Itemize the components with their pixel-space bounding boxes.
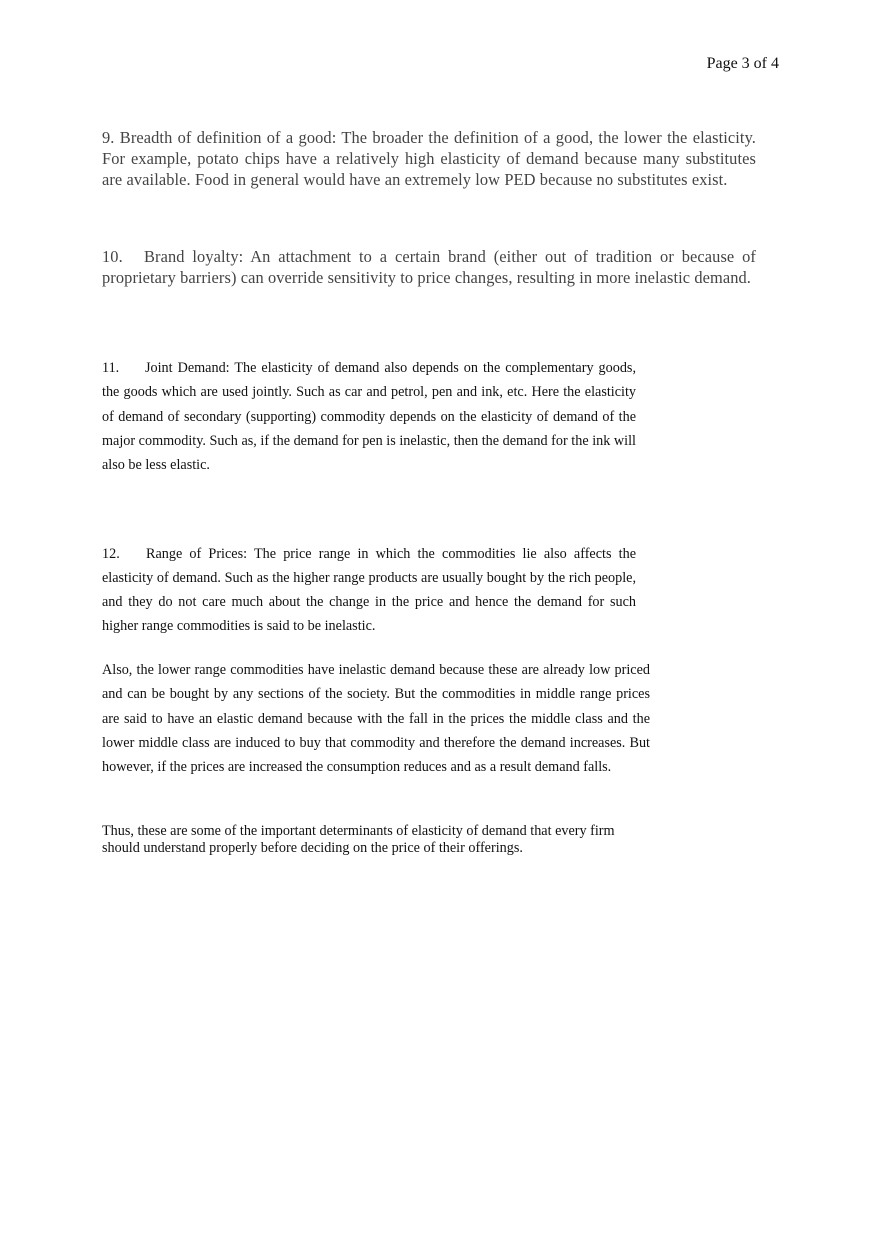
list-item-11 (102, 356, 636, 477)
item-text: Joint Demand: The elasticity of demand also depends on the complementary goods, the goods which are used jointly. Such as car and petrol, pen and ink, etc. Here the elasticity of demand of secondary (supporting) commodity depends on the elasticity of demand of the major commodity. Such as, if the demand for pen is inelastic, then the demand for the ink will also be less elastic. (102, 360, 636, 474)
paragraph-price-ranges: Also, the lower range commodities have inelastic demand because these are already low priced and can be bought by any sections of the society. But the commodities in middle range prices are said to have an elastic demand because with the fall in the prices the middle class and the lower middle class are induced to buy that commodity and therefore the demand increases. But however, if the prices are increased the consumption reduces and as a result demand falls. (102, 662, 650, 776)
list-item-12 (102, 542, 636, 638)
list-item-9 (102, 127, 756, 190)
item-number: 9. (102, 128, 115, 147)
paragraph-conclusion: Thus, these are some of the important determinants of elasticity of demand that every firm should understand properly before deciding on the price of their offerings. (102, 823, 615, 856)
item-text: Breadth of definition of a good: The broader the definition of a good, the lower the elasticity. For example, potato chips have a relatively high elasticity of demand because many substitutes are available. Food in general would have an extremely low PED because no substitutes exist. (102, 128, 757, 189)
list-item-10 (102, 246, 756, 288)
item-number: 10. (102, 247, 123, 266)
item-number: 11. (102, 360, 120, 376)
item-text: Range of Prices: The price range in which the commodities lie also affects the elasticity of demand. Such as the higher range products are usually bought by the rich people, and they do not care much about the change in the price and hence the demand for such higher range commodities is said to be inelastic. (102, 546, 636, 634)
item-text: Brand loyalty: An attachment to a certain brand (either out of tradition or because of proprietary barriers) can override sensitivity to price changes, resulting in more inelastic demand. (102, 247, 756, 287)
page-number: Page 3 of 4 (706, 55, 779, 72)
item-number: 12. (102, 546, 120, 562)
